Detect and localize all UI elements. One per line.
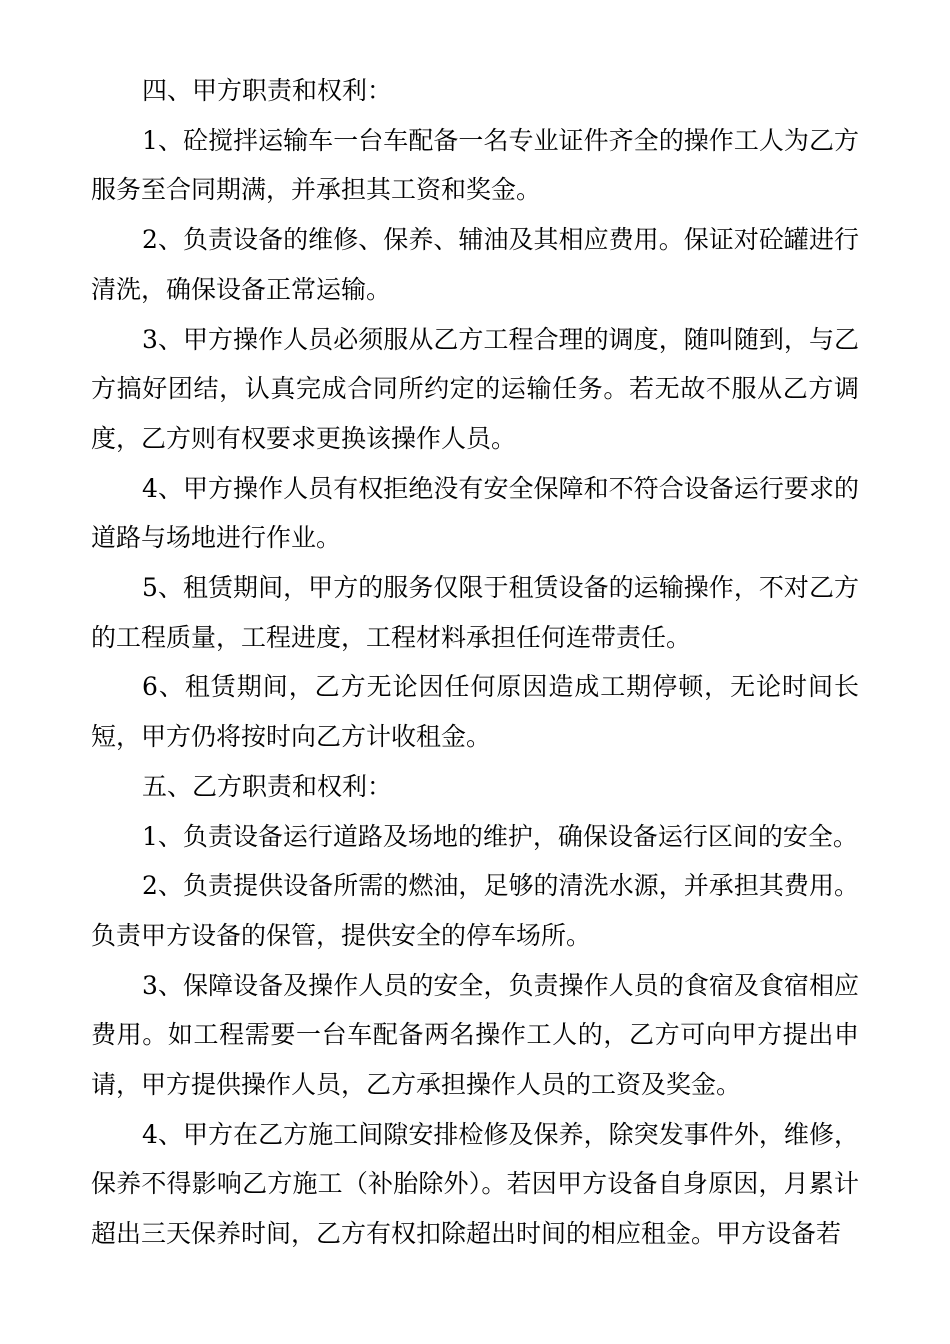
section-heading-party-b: 五、乙方职责和权利： (142, 771, 393, 801)
section-heading-party-a: 四、甲方职责和权利： (142, 76, 393, 105)
clause-a-5: 5、租赁期间，甲方的服务仅限于租赁设备的运输操作，不对乙方的工程质量，工程进度，工程材料承担任何连带责任。 (91, 573, 859, 652)
clause-a-1: 1、砼搅拌运输车一台车配备一名专业证件齐全的操作工人为乙方服务至合同期满，并承担其工资和奖金。 (91, 125, 859, 205)
clause-a-3: 3、甲方操作人员必须服从乙方工程合理的调度，随叫随到，与乙方搞好团结，认真完成合同所约定的运输任务。若无故不服从乙方调度，乙方则有权要求更换该操作人员。 (91, 324, 859, 453)
clause-a-6: 6、租赁期间，乙方无论因任何原因造成工期停顿，无论时间长短，甲方仍将按时向乙方计收租金。 (91, 672, 859, 752)
clause-b-2: 2、负责提供设备所需的燃油，足够的清洗水源，并承担其费用。负责甲方设备的保管，提供安全的停车场所。 (91, 871, 859, 950)
clause-b-4: 4、甲方在乙方施工间隙安排检修及保养，除突发事件外，维修，保养不得影响乙方施工（补胎除外）。若因甲方设备自身原因，月累计超出三天保养时间，乙方有权扣除超出时间的相应租金。甲方设备若 (91, 1119, 859, 1249)
clause-b-3: 3、保障设备及操作人员的安全，负责操作人员的食宿及食宿相应费用。如工程需要一台车配备两名操作工人的，乙方可向甲方提出申请，甲方提供操作人员，乙方承担操作人员的工资及奖金。 (91, 970, 859, 1100)
clause-b-1: 1、负责设备运行道路及场地的维护，确保设备运行区间的安全。 (142, 821, 858, 851)
clause-a-4: 4、甲方操作人员有权拒绝没有安全保障和不符合设备运行要求的道路与场地进行作业。 (91, 473, 859, 553)
clause-a-2: 2、负责设备的维修、保养、辅油及其相应费用。保证对砼罐进行清洗，确保设备正常运输。 (91, 225, 859, 304)
document-body (91, 66, 859, 1259)
